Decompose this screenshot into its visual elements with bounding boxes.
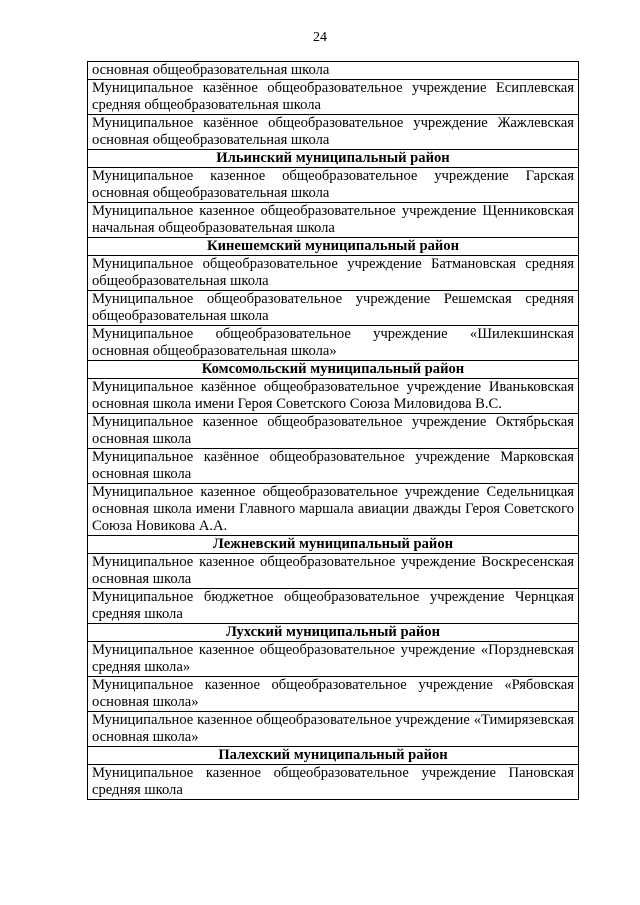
school-name: Муниципальное казённое общеобразовательное учреждение Марковская основная школа [88,449,579,484]
school-row [88,203,579,238]
school-name: основная общеобразовательная школа [88,62,579,80]
school-name: Муниципальное казенное общеобразовательное учреждение Щенниковская начальная общеобразовательная школа [88,203,579,238]
district-name: Лухский муниципальный район [88,624,579,642]
school-name: Муниципальное казенное общеобразовательное учреждение Седельницкая основная школа имени Главного маршала авиации дважды Героя Советского Союза Новикова А.А. [88,484,579,536]
school-name: Муниципальное казенное общеобразовательное учреждение «Порздневская средняя школа» [88,642,579,677]
school-name: Муниципальное бюджетное общеобразовательное учреждение Чернцкая средняя школа [88,589,579,624]
school-row [88,642,579,677]
school-name: Муниципальное казенное общеобразовательное учреждение Гарская основная общеобразовательная школа [88,168,579,203]
school-row [88,326,579,361]
school-name: Муниципальное казённое общеобразовательное учреждение Есиплевская средняя общеобразовательная школа [88,80,579,115]
school-name: Муниципальное общеобразовательное учреждение «Шилекшинская основная общеобразовательная школа» [88,326,579,361]
district-header-row [88,238,579,256]
district-header-row [88,624,579,642]
school-row [88,414,579,449]
district-header-row [88,536,579,554]
page-number: 24 [313,30,327,45]
district-header-row [88,747,579,765]
school-name: Муниципальное казенное общеобразовательное учреждение «Тимирязевская основная школа» [88,712,579,747]
district-name: Лежневский муниципальный район [88,536,579,554]
school-name: Муниципальное общеобразовательное учреждение Решемская средняя общеобразовательная школа [88,291,579,326]
district-name: Палехский муниципальный район [88,747,579,765]
school-row [88,379,579,414]
school-name: Муниципальное казённое общеобразовательное учреждение Жажлевская основная общеобразовательная школа [88,115,579,150]
school-row [88,168,579,203]
school-row [88,62,579,80]
schools-table [87,61,579,800]
school-row [88,80,579,115]
school-row [88,484,579,536]
district-header-row [88,361,579,379]
school-name: Муниципальное общеобразовательное учреждение Батмановская средняя общеобразовательная школа [88,256,579,291]
district-header-row [88,150,579,168]
schools-table-body [88,62,579,800]
school-name: Муниципальное казенное общеобразовательное учреждение Воскресенская основная школа [88,554,579,589]
school-row [88,765,579,800]
school-row [88,712,579,747]
school-row [88,115,579,150]
school-name: Муниципальное казенное общеобразовательное учреждение «Рябовская основная школа» [88,677,579,712]
school-name: Муниципальное казенное общеобразовательное учреждение Пановская средняя школа [88,765,579,800]
school-row [88,677,579,712]
school-row [88,554,579,589]
district-name: Комсомольский муниципальный район [88,361,579,379]
school-row [88,291,579,326]
school-name: Муниципальное казённое общеобразовательное учреждение Иваньковская основная школа имени Героя Советского Союза Миловидова В.С. [88,379,579,414]
school-row [88,589,579,624]
school-row [88,256,579,291]
district-name: Кинешемский муниципальный район [88,238,579,256]
school-row [88,449,579,484]
school-name: Муниципальное казенное общеобразовательное учреждение Октябрьская основная школа [88,414,579,449]
district-name: Ильинский муниципальный район [88,150,579,168]
